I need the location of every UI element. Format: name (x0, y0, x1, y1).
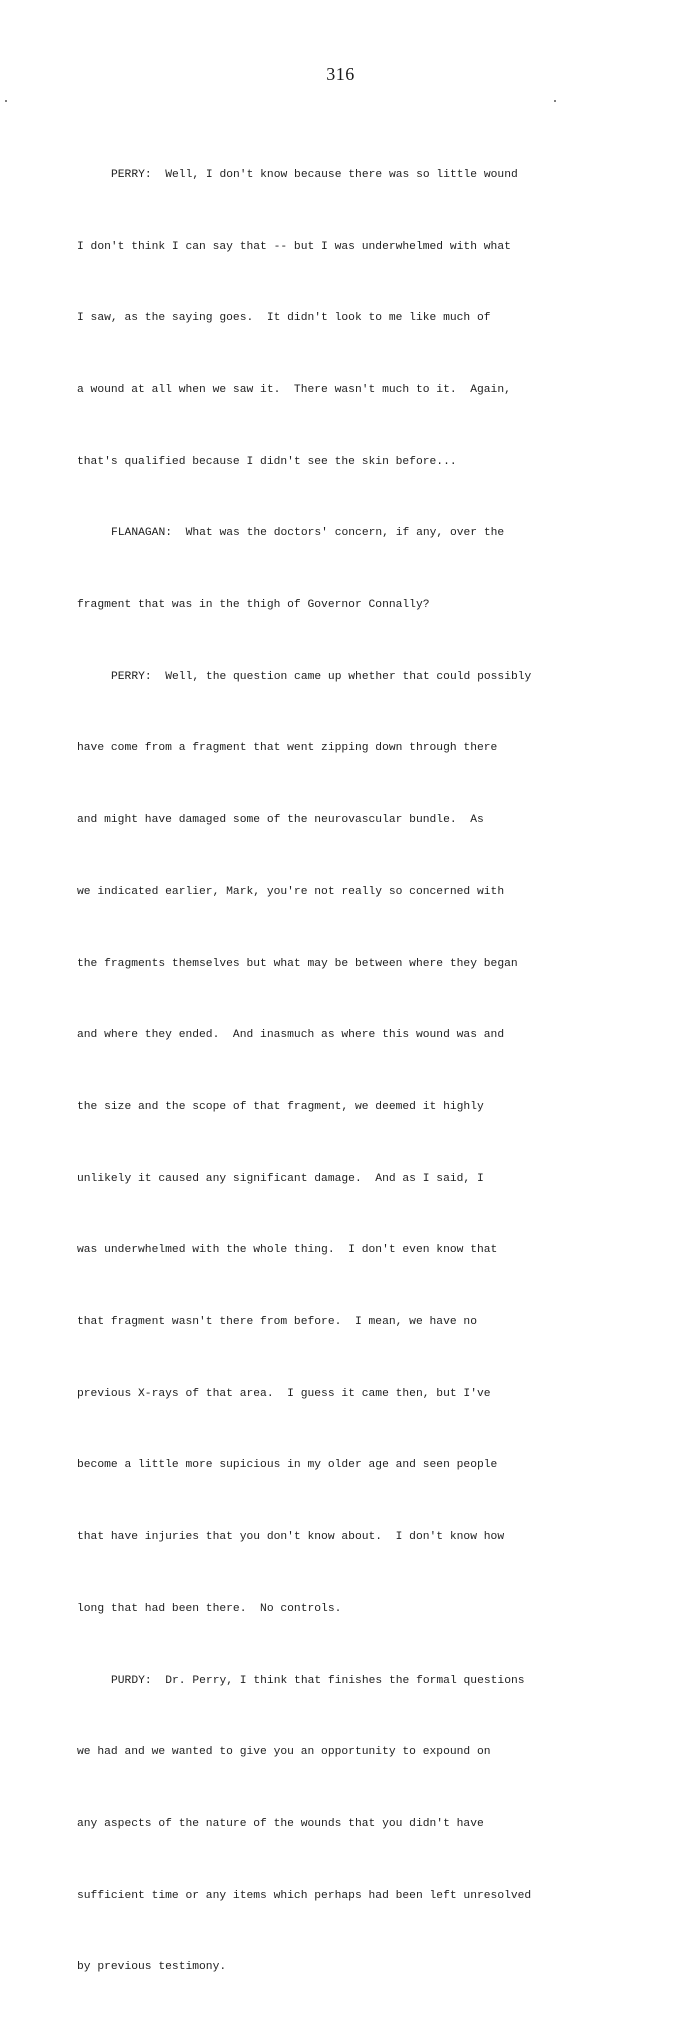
transcript-line: I saw, as the saying goes. It didn't look to me like much of (77, 312, 491, 325)
transcript-line: unlikely it caused any significant damage. And as I said, I (77, 1172, 484, 1185)
transcript-line: previous X-rays of that area. I guess it came then, but I've (77, 1387, 491, 1400)
transcript-line: PERRY: Well, I don't know because there was so little wound (111, 168, 518, 181)
transcript-line: PERRY: Well, the question came up whether that could possibly (111, 670, 532, 683)
transcript-line: the size and the scope of that fragment, we deemed it highly (77, 1100, 484, 1113)
transcript-line: by previous testimony. (77, 1961, 227, 1974)
transcript-line: that fragment wasn't there from before. I mean, we have no (77, 1316, 477, 1329)
transcript-line: we indicated earlier, Mark, you're not really so concerned with (77, 885, 505, 898)
transcript-line: that's qualified because I didn't see the skin before... (77, 455, 457, 468)
transcript-line: was underwhelmed with the whole thing. I don't even know that (77, 1244, 498, 1257)
transcript-line: fragment that was in the thigh of Governor Connally? (77, 599, 430, 612)
transcript-line: have come from a fragment that went zipping down through there (77, 742, 498, 755)
page-number: 316 (326, 64, 355, 84)
transcript-line: any aspects of the nature of the wounds that you didn't have (77, 1817, 484, 1830)
scan-speck (554, 100, 556, 102)
transcript-line: PURDY: Dr. Perry, I think that finishes the formal questions (111, 1674, 525, 1687)
scan-speck (5, 100, 7, 102)
transcript-line: and might have damaged some of the neurovascular bundle. As (77, 814, 484, 827)
transcript-line: a wound at all when we saw it. There wasn't much to it. Again, (77, 383, 511, 396)
transcript-body (77, 116, 567, 2028)
transcript-line: that have injuries that you don't know about. I don't know how (77, 1531, 505, 1544)
transcript-line: the fragments themselves but what may be between where they began (77, 957, 518, 970)
transcript-line: sufficient time or any items which perhaps had been left unresolved (77, 1889, 532, 1902)
transcript-line: become a little more supicious in my older age and seen people (77, 1459, 498, 1472)
transcript-line: we had and we wanted to give you an opportunity to expound on (77, 1746, 491, 1759)
transcript-line: I don't think I can say that -- but I was underwhelmed with what (77, 240, 511, 253)
transcript-line: and where they ended. And inasmuch as where this wound was and (77, 1029, 505, 1042)
transcript-line: FLANAGAN: What was the doctors' concern, if any, over the (111, 527, 505, 540)
transcript-line: long that had been there. No controls. (77, 1602, 342, 1615)
